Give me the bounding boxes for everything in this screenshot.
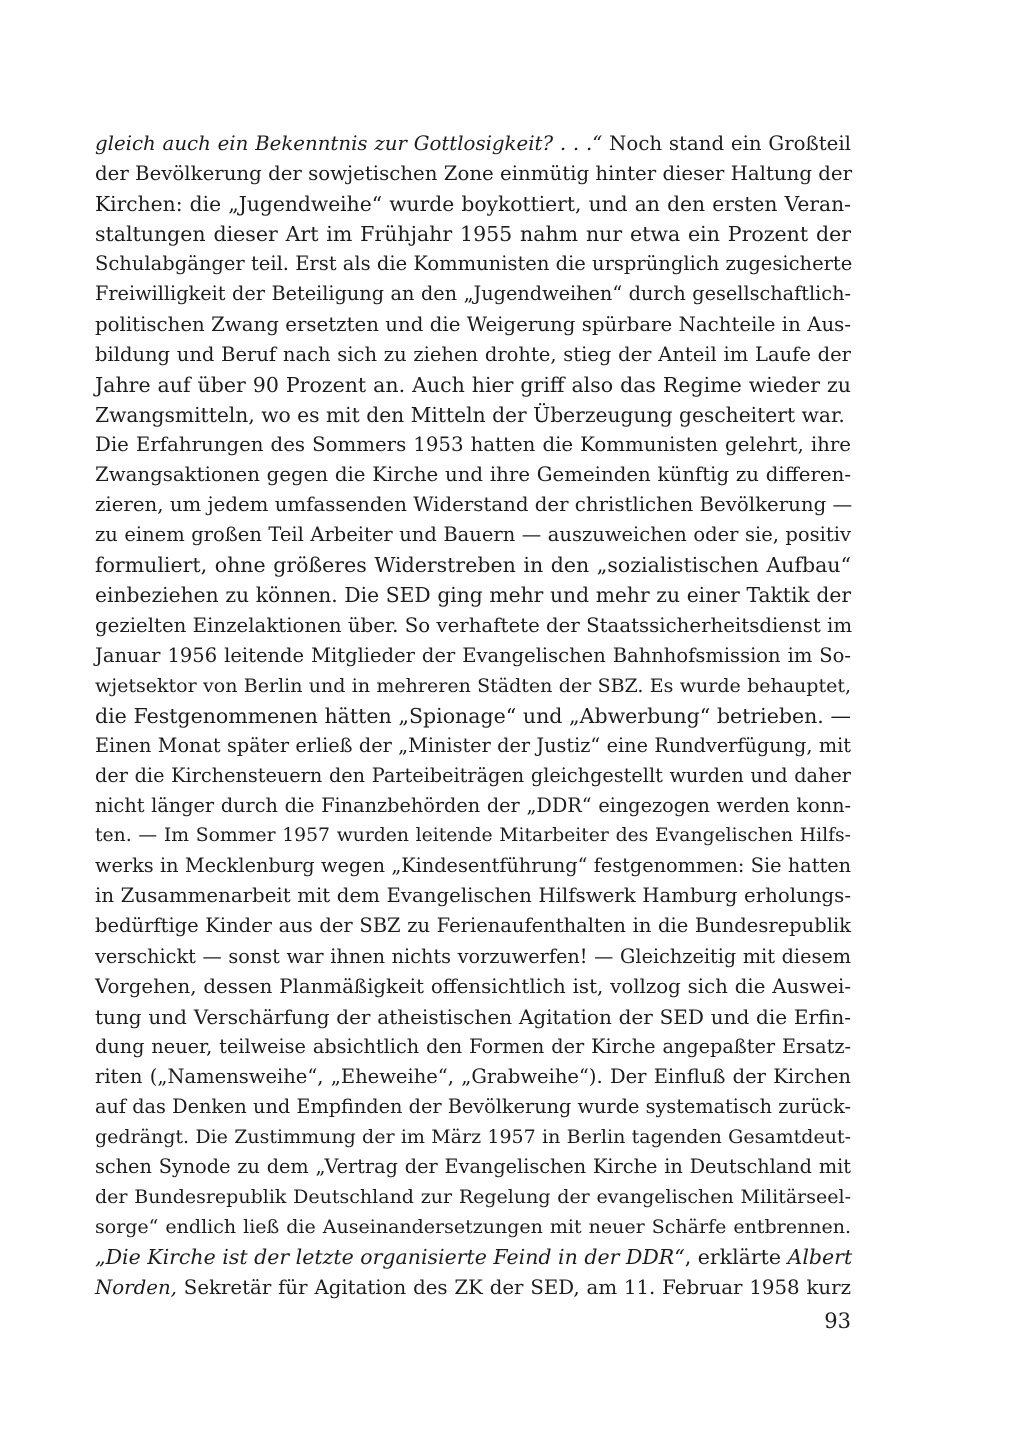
text-line [95,520,851,550]
text-line [95,701,851,731]
text-segment: werks in Mecklenburg wegen „Kindesentführung“ festgenommen: Sie hatten [95,854,851,878]
text-line [95,430,851,460]
text-line [95,641,851,671]
text-segment: bildung und Beruf nach sich zu ziehen drohte, stieg der Anteil im Laufe der [95,342,851,366]
text-segment: der Bevölkerung der sowjetischen Zone einmütig hinter dieser Haltung der [95,162,853,186]
text-line [95,1152,851,1182]
text-segment: Jahre auf über 90 Prozent an. Auch hier griff also das Regime wieder zu [95,372,851,397]
text-segment: der Bundesrepublik Deutschland zur Regelung der evangelischen Militärseel- [95,1186,851,1209]
text-segment: politischen Zwang ersetzten und die Weigerung spürbare Nachteile in Aus- [95,312,851,336]
text-line [95,972,851,1002]
text-segment: nicht länger durch die Finanzbehörden der „DDR“ eingezogen werden konn- [95,794,851,818]
text-segment: wjetsektor von Berlin und in mehreren Städten der SBZ. Es wurde behauptet, [95,674,851,697]
italic-text-segment: Norden, [95,1275,177,1299]
italic-text-segment: „Die Kirche ist der letzte organisierte Feind in der DDR“ [95,1245,685,1270]
text-segment: einbeziehen zu können. Die SED ging mehr und mehr zu einer Taktik der [95,583,851,608]
text-line [95,1242,851,1272]
text-segment: Die Erfahrungen des Sommers 1953 hatten die Kommunisten gelehrt, ihre [95,432,851,456]
text-segment: der die Kirchensteuern den Parteibeiträgen gleichgestellt wurden und daher [95,763,851,787]
text-segment: , erklärte [684,1245,788,1270]
text-segment: zieren, um jedem umfassenden Widerstand der christlichen Bevölkerung — [95,493,853,517]
text-line [95,1212,851,1242]
text-segment: gedrängt. Die Zustimmung der im März 1957 in Berlin tagenden Gesamtdeut- [95,1126,851,1149]
text-line [95,1032,851,1062]
text-line [95,279,851,309]
text-segment: Einen Monat später erließ der „Minister der Justiz“ eine Rundverfügung, mit [95,733,851,757]
text-segment: gezielten Einzelaktionen über. So verhaftete der Staatssicherheitsdienst im [95,613,853,637]
text-line [95,159,851,189]
text-segment: Freiwilligkeit der Beteiligung an den „Jugendweihen“ durch gesellschaftlich- [95,282,851,306]
text-line [95,310,851,340]
text-line [95,550,851,580]
text-segment: formuliert, ohne größeres Widerstreben in den „sozialistischen Aufbau“ [95,553,851,578]
text-segment: Januar 1956 leitende Mitglieder der Evangelischen Bahnhofsmission im So- [95,643,851,667]
text-segment: schen Synode zu dem „Vertrag der Evangelischen Kirche in Deutschland mit [95,1155,851,1179]
text-segment: in Zusammenarbeit mit dem Evangelischen Hilfswerk Hamburg erholungs- [95,884,851,908]
text-segment: tung und Verschärfung der atheistischen Agitation der SED und die Erfin- [95,1004,851,1029]
text-line [95,219,851,249]
text-segment: ten. — Im Sommer 1957 wurden leitende Mitarbeiter des Evangelischen Hilfs- [95,825,851,847]
text-line [95,370,851,400]
text-line [95,400,851,430]
text-line [95,881,851,911]
text-line [95,761,851,791]
text-line [95,731,851,761]
text-line [95,1062,851,1092]
text-segment: dung neuer, teilweise absichtlich den Formen der Kirche angepaßter Ersatz- [95,1034,851,1058]
text-line [95,1182,851,1212]
text-line [95,1273,851,1303]
text-segment: staltungen dieser Art im Frühjahr 1955 nahm nur etwa ein Prozent der [95,222,851,247]
italic-text-segment: Albert [787,1245,853,1270]
text-segment: Zwangsaktionen gegen die Kirche und ihre Gemeinden künftig zu differen- [95,463,851,487]
text-segment: Sekretär für Agitation des ZK der SED, am 11. Februar 1958 kurz [176,1275,851,1299]
text-segment: sorge“ endlich ließ die Auseinandersetzungen mit neuer Schärfe entbrennen. [95,1216,851,1239]
text-line [95,1002,851,1032]
text-segment: riten („Namensweihe“, „Eheweihe“, „Grabweihe“). Der Einfluß der Kirchen [95,1064,851,1088]
text-line [95,340,851,370]
text-line [95,942,851,972]
text-segment: verschickt — sonst war ihnen nichts vorzuwerfen! — Gleichzeitig mit diesem [95,944,851,968]
text-segment: auf das Denken und Empfinden der Bevölkerung wurde systematisch zurück- [95,1095,851,1118]
text-line [95,249,851,279]
text-line [95,129,851,159]
text-line [95,611,851,641]
page-number: 93 [824,1309,851,1333]
text-line [95,1092,851,1122]
text-line [95,490,851,520]
text-line [95,821,851,851]
text-line [95,791,851,821]
text-line [95,189,851,219]
text-line [95,671,851,701]
body-text [95,129,851,1303]
text-segment: Schulabgänger teil. Erst als die Kommunisten die ursprünglich zugesicherte [95,252,853,276]
text-segment: bedürftige Kinder aus der SBZ zu Ferienaufenthalten in die Bundesrepublik [95,914,851,938]
text-segment: Zwangsmitteln, wo es mit den Mitteln der Überzeugung gescheitert war. [95,402,845,427]
text-line [95,580,851,610]
text-line [95,851,851,881]
italic-text-segment: gleich auch ein Bekenntnis zur Gottlosigkeit? . . .“ [95,132,603,155]
text-line [95,1122,851,1152]
text-line [95,911,851,941]
text-segment: Noch stand ein Großteil [602,132,851,155]
text-line [95,460,851,490]
text-segment: Vorgehen, dessen Planmäßigkeit offensichtlich ist, vollzog sich die Auswei- [95,974,851,998]
text-segment: die Festgenommenen hätten „Spionage“ und „Abwerbung“ betrieben. — [95,703,851,728]
text-segment: Kirchen: die „Jugendweihe“ wurde boykottiert, und an den ersten Veran- [95,192,851,217]
text-segment: zu einem großen Teil Arbeiter und Bauern — auszuweichen oder sie, positiv [95,523,851,547]
